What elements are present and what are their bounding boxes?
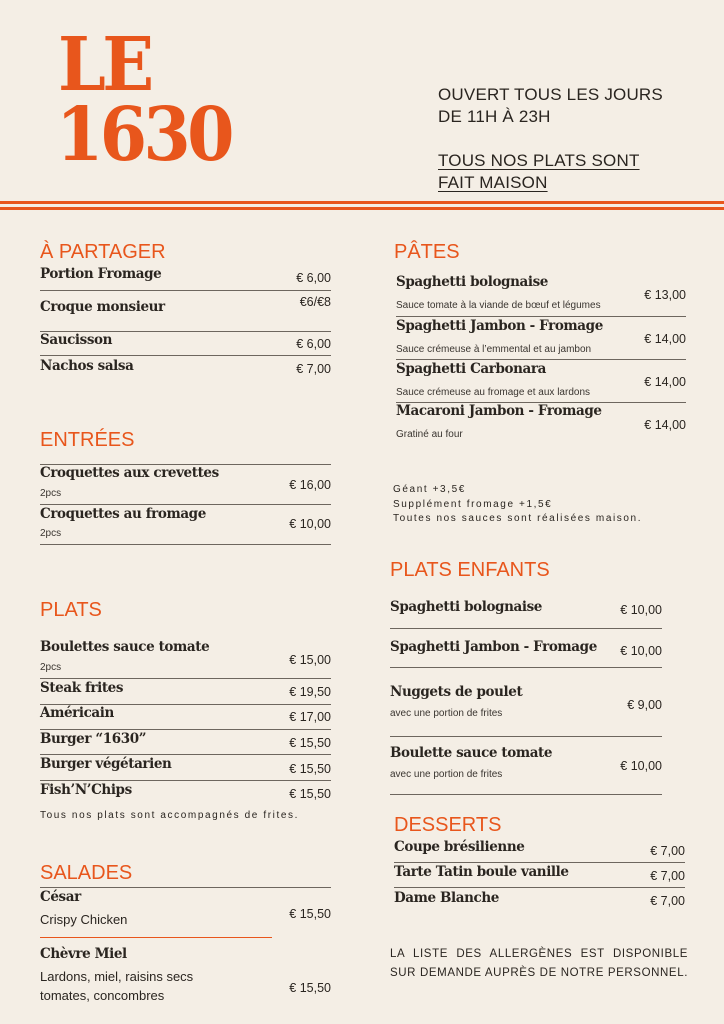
opening-hours: DE 11H À 23H — [438, 107, 551, 126]
item-price: € 7,00 — [296, 362, 331, 376]
section-title-partager: À PARTAGER — [40, 241, 166, 263]
item-divider — [40, 290, 331, 291]
item-name: Dame Blanche — [394, 890, 499, 906]
item-price: € 15,50 — [289, 736, 331, 750]
section-title-desserts: DESSERTS — [394, 814, 502, 836]
section-title-plats: PLATS — [40, 599, 102, 621]
item-name: Nachos salsa — [40, 358, 134, 374]
item-divider — [40, 678, 331, 679]
plats-note: Tous nos plats sont accompagnés de frites. — [40, 810, 299, 821]
item-price: € 10,00 — [620, 644, 662, 658]
item-divider — [396, 316, 686, 317]
allergen-notice: LA LISTE DES ALLERGÈNES EST DISPONIBLE — [390, 948, 688, 960]
item-price: € 15,50 — [289, 907, 331, 921]
item-price: €6/€8 — [299, 295, 331, 309]
item-name: Spaghetti bolognaise — [390, 599, 542, 615]
item-name: Croque monsieur — [40, 299, 165, 315]
logo-1630: 1630 — [56, 92, 231, 178]
item-divider — [40, 887, 331, 888]
item-name: Spaghetti Jambon - Fromage — [390, 639, 597, 655]
item-divider — [40, 544, 331, 545]
item-desc: Crispy Chicken — [40, 912, 128, 927]
item-price: € 16,00 — [289, 478, 331, 492]
header-divider — [0, 201, 724, 204]
logo-le: LE — [58, 22, 151, 108]
item-desc: 2pcs — [40, 528, 62, 539]
pates-note: Supplément fromage +1,5€ — [393, 499, 553, 510]
item-price: € 15,50 — [289, 981, 331, 995]
item-price: € 10,00 — [620, 603, 662, 617]
item-desc: 2pcs — [40, 488, 62, 499]
item-price: € 6,00 — [296, 337, 331, 351]
item-name: Boulettes sauce tomate — [40, 639, 210, 655]
item-desc: Lardons, miel, raisins secs — [40, 969, 194, 984]
item-price: € 19,50 — [289, 685, 331, 699]
item-divider — [396, 359, 686, 360]
item-price: € 17,00 — [289, 710, 331, 724]
item-divider — [390, 736, 662, 737]
item-price: € 6,00 — [296, 271, 331, 285]
homemade-notice: TOUS NOS PLATS SONT — [438, 151, 640, 170]
item-divider — [390, 667, 662, 668]
item-name: César — [40, 889, 81, 905]
item-divider — [40, 780, 331, 781]
item-name: Steak frites — [40, 680, 124, 696]
item-price: € 7,00 — [650, 844, 685, 858]
item-price: € 15,00 — [289, 653, 331, 667]
section-title-enfants: PLATS ENFANTS — [390, 559, 550, 581]
item-name: Nuggets de poulet — [390, 684, 523, 700]
item-name: Croquettes aux crevettes — [40, 465, 219, 481]
item-price: € 10,00 — [620, 759, 662, 773]
item-name: Croquettes au fromage — [40, 506, 206, 522]
item-name: Burger “1630” — [40, 731, 147, 747]
item-price: € 7,00 — [650, 869, 685, 883]
item-name: Macaroni Jambon - Fromage — [396, 403, 602, 419]
item-name: Boulette sauce tomate — [390, 745, 553, 761]
item-desc: avec une portion de frites — [390, 708, 503, 719]
item-divider — [394, 887, 685, 888]
opening-hours: OUVERT TOUS LES JOURS — [438, 85, 663, 104]
item-divider — [40, 754, 331, 755]
item-divider — [394, 862, 685, 863]
item-desc: 2pcs — [40, 662, 62, 673]
header-divider — [0, 207, 724, 210]
item-price: € 15,50 — [289, 762, 331, 776]
item-price: € 9,00 — [627, 698, 662, 712]
item-desc: Sauce crémeuse à l’emmental et au jambon — [396, 344, 592, 355]
item-divider — [390, 794, 662, 795]
item-divider — [40, 729, 331, 730]
item-price: € 13,00 — [644, 288, 686, 302]
item-desc: avec une portion de frites — [390, 769, 503, 780]
pates-note: Toutes nos sauces sont réalisées maison. — [393, 513, 643, 524]
item-price: € 10,00 — [289, 517, 331, 531]
item-price: € 15,50 — [289, 787, 331, 801]
item-divider — [40, 355, 331, 356]
item-name: Saucisson — [40, 332, 113, 348]
pates-note: Géant +3,5€ — [393, 484, 466, 495]
homemade-notice: FAIT MAISON — [438, 173, 548, 192]
section-title-entrees: ENTRÉES — [40, 429, 135, 451]
item-name: Spaghetti Jambon - Fromage — [396, 318, 603, 334]
section-title-pates: PÂTES — [394, 241, 460, 263]
item-name: Burger végétarien — [40, 756, 172, 772]
item-desc: Sauce tomate à la viande de bœuf et légumes — [396, 300, 601, 311]
item-desc: tomates, concombres — [40, 988, 165, 1003]
item-name: Spaghetti Carbonara — [396, 361, 546, 377]
item-divider — [390, 628, 662, 629]
item-price: € 14,00 — [644, 375, 686, 389]
item-price: € 14,00 — [644, 418, 686, 432]
item-name: Coupe brésilienne — [394, 839, 525, 855]
item-name: Chèvre Miel — [40, 946, 127, 962]
item-divider — [40, 504, 331, 505]
item-name: Tarte Tatin boule vanille — [394, 864, 569, 880]
item-name: Fish’N’Chips — [40, 782, 132, 798]
item-name: Spaghetti bolognaise — [396, 274, 548, 290]
item-price: € 14,00 — [644, 332, 686, 346]
item-name: Portion Fromage — [40, 266, 162, 282]
item-desc: Sauce crémeuse au fromage et aux lardons — [396, 387, 590, 398]
item-desc: Gratiné au four — [396, 429, 463, 440]
item-price: € 7,00 — [650, 894, 685, 908]
item-name: Américain — [40, 705, 114, 721]
section-title-salades: SALADES — [40, 862, 133, 884]
allergen-notice: SUR DEMANDE AUPRÈS DE NOTRE PERSONNEL. — [390, 967, 688, 979]
item-divider — [40, 937, 272, 938]
